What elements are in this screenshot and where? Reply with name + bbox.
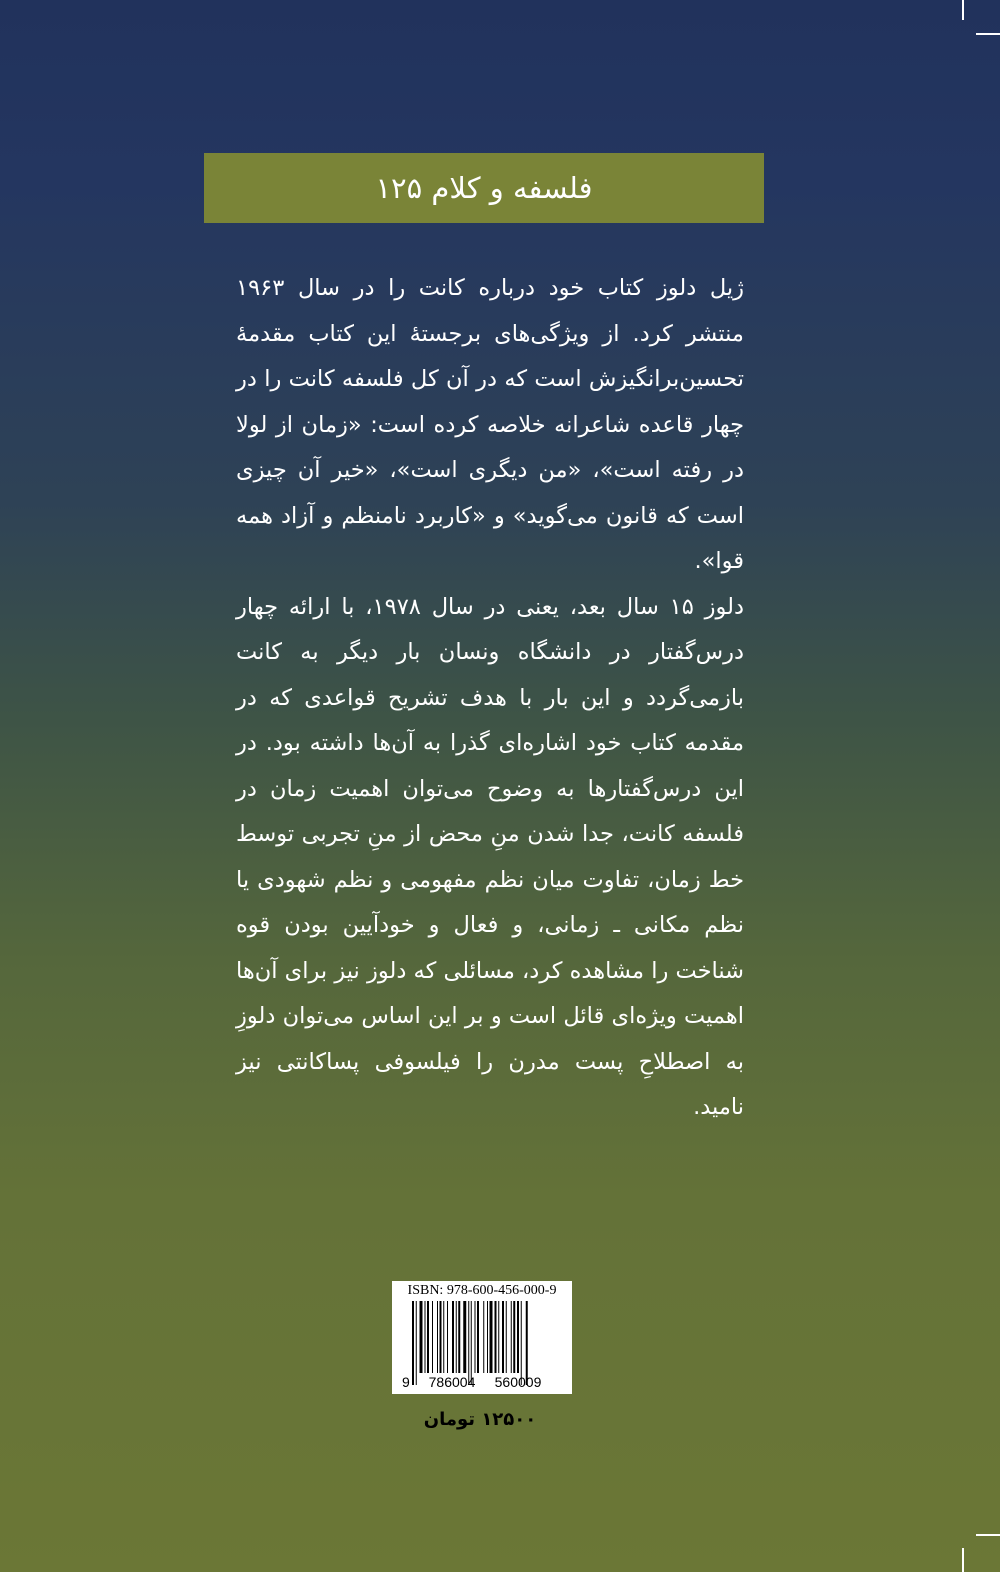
barcode-bar <box>506 1301 507 1373</box>
barcode-digits-right: 560009 <box>494 1374 542 1390</box>
barcode-bar <box>443 1301 444 1373</box>
barcode-bar <box>425 1301 426 1373</box>
barcode-bar <box>477 1301 479 1373</box>
series-title: فلسفه و کلام ۱۲۵ <box>375 171 593 205</box>
barcode-bar <box>452 1301 454 1373</box>
barcode-bar <box>471 1301 472 1385</box>
crop-mark-top-horizontal <box>976 33 1000 35</box>
barcode-bar <box>502 1301 504 1373</box>
series-banner <box>204 153 764 223</box>
barcode-bar <box>521 1301 522 1385</box>
price: ۱۲۵۰۰ تومان <box>423 1409 537 1430</box>
barcode-bar <box>513 1301 515 1373</box>
barcode-digits-left: 786004 <box>428 1374 476 1390</box>
barcode-bar <box>458 1301 460 1373</box>
barcode-bar <box>490 1301 493 1373</box>
barcode-bar <box>427 1301 429 1373</box>
barcode-bar <box>440 1301 442 1373</box>
barcode-bar <box>437 1301 438 1373</box>
isbn-barcode <box>392 1281 572 1394</box>
blurb-paragraph-2: دلوز ۱۵ سال بعد، یعنی در سال ۱۹۷۸، با ارائه چهار درس‌گفتار در دانشگاه ونسان بار دیگر به کانت بازمی‌گردد و این بار با هدف تشریح قواعدی که در مقدمه کتاب خود اشاره‌ای گذرا به آن‌ها داشته بود. در این درس‌گفتارها به وضوح می‌توان اهمیت زمان در فلسفه کانت، جدا شدن منِ محض از منِ تجربی توسط خط زمان، تفاوت میان نظم مفهومی و نظم شهودی یا نظم مکانی ـ زمانی، و فعال و خودآیین بودن قوه شناخت را مشاهده کرد، مسائلی که دلوز نیز برای آن‌ها اهمیت ویژه‌ای قائل است و بر این اساس می‌توان دلوزِ به اصطلاحِ پست مدرن را فیلسوفی پساکانتی نیز نامید. <box>236 593 744 1120</box>
barcode-bar <box>456 1301 457 1373</box>
barcode-bar <box>526 1301 528 1385</box>
isbn-label: ISBN: 978-600-456-000-9 <box>407 1283 557 1298</box>
barcode-bar <box>495 1301 497 1373</box>
crop-mark-bottom-horizontal <box>976 1534 1000 1536</box>
barcode-bar <box>468 1301 469 1385</box>
barcode-bar <box>511 1301 512 1373</box>
barcode-bar <box>463 1301 466 1373</box>
blurb-paragraph-1: ژیل دلوز کتاب خود درباره کانت را در سال ۱۹۶۳ منتشر کرد. از ویژگی‌های برجستهٔ این کتاب مقدمهٔ تحسین‌برانگیزش است که در آن کل فلسفه کانت را در چهار قاعده شاعرانه خلاصه کرده است: «زمان از لولا در رفته است»، «من دیگری است»، «خیر آن چیزی است که قانون می‌گوید» و «کاربرد نامنظم و آزاد همه قوا». <box>236 275 744 574</box>
blurb-text <box>236 266 744 1131</box>
barcode-bar <box>416 1301 417 1385</box>
crop-mark-bottom-vertical <box>962 1548 964 1572</box>
crop-mark-top-vertical <box>962 0 964 20</box>
barcode-bar <box>483 1301 484 1373</box>
barcode-bar <box>475 1301 476 1373</box>
barcode-bar <box>420 1301 423 1373</box>
barcode-digit-first: 9 <box>402 1374 410 1390</box>
barcode-bar <box>432 1301 433 1373</box>
barcode-bar <box>447 1301 448 1373</box>
barcode-bar <box>498 1301 499 1373</box>
barcode-bars <box>398 1301 566 1393</box>
barcode-bar <box>487 1301 488 1373</box>
barcode-bar <box>412 1301 414 1385</box>
barcode-bar <box>517 1301 519 1373</box>
